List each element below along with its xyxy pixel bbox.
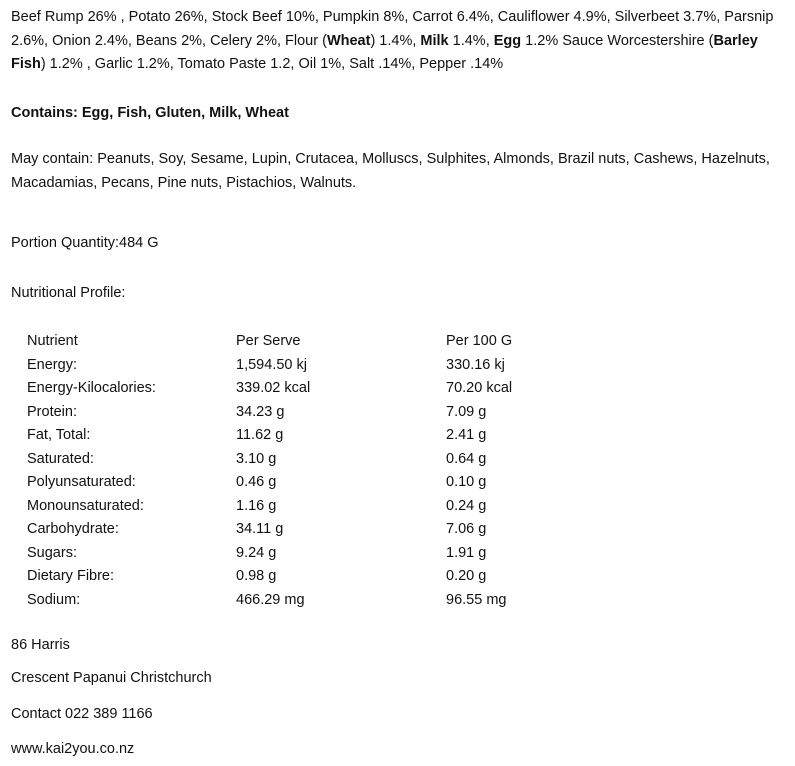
table-row bbox=[27, 471, 596, 495]
nutrient-name: Protein: bbox=[27, 403, 77, 420]
allergen-milk: Milk bbox=[420, 32, 449, 49]
per-serve-value: 34.11 g bbox=[236, 521, 284, 537]
per-100g-value: 7.06 g bbox=[446, 521, 487, 537]
header-nutrient: Nutrient bbox=[27, 333, 78, 349]
per-100g-value: 0.64 g bbox=[446, 450, 487, 467]
per-serve-value: 0.46 g bbox=[236, 474, 277, 490]
per-serve-value: 34.23 g bbox=[236, 403, 285, 420]
contains-allergens: Contains: Egg, Fish, Gluten, Milk, Wheat bbox=[11, 105, 289, 121]
table-row bbox=[27, 542, 596, 566]
nutrient-name: Dietary Fibre: bbox=[27, 568, 115, 584]
nutrient-name: Sodium: bbox=[27, 591, 81, 608]
nutrient-name: Sugars: bbox=[27, 544, 77, 561]
nutrient-name: Energy-Kilocalories: bbox=[27, 380, 156, 396]
nutrition-header-row bbox=[27, 330, 596, 354]
per-serve-value: 339.02 kcal bbox=[236, 380, 311, 396]
nutritional-profile-label: Nutritional Profile: bbox=[11, 285, 126, 301]
table-row bbox=[27, 495, 596, 519]
header-per-100g: Per 100 G bbox=[446, 333, 513, 349]
table-row bbox=[27, 448, 596, 472]
nutrient-name: Polyunsaturated: bbox=[27, 474, 136, 490]
may-contain-text: May contain: Peanuts, Soy, Sesame, Lupin, Crutacea, Molluscs, Sulphites, Almonds, Brazil nuts, Cashews, Hazelnuts, Macadamias, Pecans, Pine nuts, Pistachios, Walnuts. bbox=[11, 151, 770, 191]
table-row bbox=[27, 518, 596, 542]
per-100g-value: 96.55 mg bbox=[446, 591, 507, 608]
per-100g-value: 7.09 g bbox=[446, 403, 487, 420]
per-100g-value: 0.10 g bbox=[446, 474, 487, 490]
ingredients-segment: 1.4%, bbox=[448, 32, 494, 49]
allergen-egg: Egg bbox=[493, 32, 522, 49]
per-serve-value: 466.29 mg bbox=[236, 591, 305, 608]
per-100g-value: 0.24 g bbox=[446, 497, 487, 514]
ingredients-segment: Beef Rump 26% , Potato 26%, Stock Beef 10%, Pumpkin 8%, Carrot 6.4%, Cauliflower 4.9%, Silverbeet 3.7%, Parsnip 2.6%, Onion 2.4%, Beans 2%, Celery 2%, Flour ( bbox=[11, 9, 774, 49]
table-row bbox=[27, 377, 596, 401]
per-100g-value: 1.91 g bbox=[446, 544, 487, 561]
per-100g-value: 70.20 kcal bbox=[446, 380, 513, 396]
table-row bbox=[27, 565, 596, 589]
ingredients-segment: ) 1.4%, bbox=[370, 32, 421, 49]
table-row bbox=[27, 424, 596, 448]
website-link[interactable]: www.kai2you.co.nz bbox=[11, 741, 135, 757]
table-row bbox=[27, 401, 596, 425]
table-row bbox=[27, 589, 596, 613]
nutrient-name: Fat, Total: bbox=[27, 427, 91, 443]
address-line-1: 86 Harris bbox=[11, 637, 70, 653]
header-per-serve: Per Serve bbox=[236, 333, 301, 349]
portion-quantity: Portion Quantity:484 G bbox=[11, 235, 159, 251]
per-serve-value: 1.16 g bbox=[236, 497, 277, 514]
nutrient-name: Carbohydrate: bbox=[27, 521, 119, 537]
per-100g-value: 2.41 g bbox=[446, 427, 487, 443]
per-serve-value: 3.10 g bbox=[236, 450, 277, 467]
table-row bbox=[27, 354, 596, 378]
ingredients-text bbox=[11, 6, 787, 77]
nutrient-name: Energy: bbox=[27, 356, 77, 373]
contact-phone: Contact 022 389 1166 bbox=[11, 706, 153, 722]
per-serve-value: 11.62 g bbox=[236, 427, 284, 443]
ingredients-segment: ) 1.2% , Garlic 1.2%, Tomato Paste 1.2, Oil 1%, Salt .14%, Pepper .14% bbox=[40, 56, 504, 72]
allergen-wheat: Wheat bbox=[326, 32, 371, 49]
per-100g-value: 0.20 g bbox=[446, 568, 487, 584]
per-serve-value: 9.24 g bbox=[236, 544, 277, 561]
per-serve-value: 0.98 g bbox=[236, 568, 277, 584]
nutrient-name: Monounsaturated: bbox=[27, 497, 144, 514]
allergen-barley-fish: Barley Fish bbox=[11, 32, 758, 72]
ingredients-segment: 1.2% Sauce Worcestershire ( bbox=[521, 32, 714, 49]
nutrition-table bbox=[27, 330, 596, 612]
nutrient-name: Saturated: bbox=[27, 450, 94, 467]
per-100g-value: 330.16 kj bbox=[446, 356, 505, 373]
address-line-2: Crescent Papanui Christchurch bbox=[11, 670, 212, 686]
per-serve-value: 1,594.50 kj bbox=[236, 356, 307, 373]
